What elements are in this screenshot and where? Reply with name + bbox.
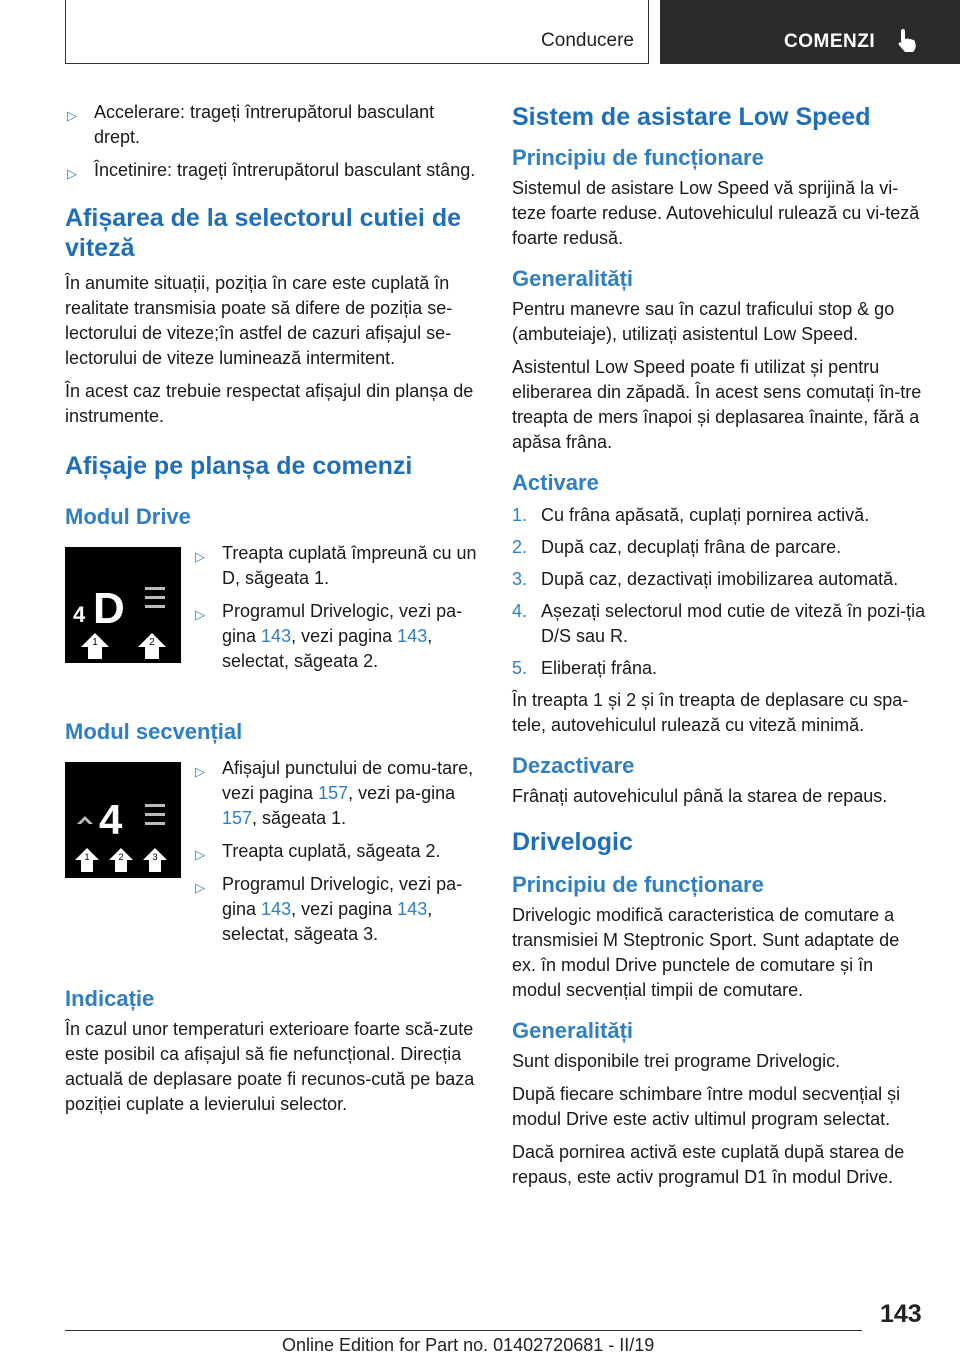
upshift-icon [77,816,93,824]
paragraph: În treapta 1 și 2 și în treapta de deplasare cu spa‐tele, autovehiculul rulează cu viteză minimă. [512,690,909,735]
list-item: ▷ Treapta cuplată, săgeata 2. [193,839,480,864]
paragraph: În acest caz trebuie respectat afișajul din planșa de instrumente. [65,381,474,426]
paragraph: În anumite situații, poziția în care este cuplată în realitate transmisia poate să difere de poziția se‐lectorului de viteze;în astfel de cazuri afișajul se‐lectorului de viteze luminează intermitent. [65,273,453,368]
list-item: 4. Așezați selectorul mod cutie de viteză în pozi‐ția D/S sau R. [512,601,926,646]
gear-digit: 4 [73,602,86,627]
header-section-title: Conducere [541,30,634,51]
triangle-bullet-icon: ▷ [195,764,205,779]
list-item: 2. După caz, decuplați frâna de parcare. [512,537,842,557]
sequential-mode-block [65,756,480,955]
svg-text:2: 2 [149,637,155,648]
edition-note: Online Edition for Part no. 01402720681 - II/19 [282,1335,655,1355]
list-item: ▷ Afișajul punctului de comu‐tare, vezi pagina 157, vezi pa‐gina 157, săgeata 1. [195,758,474,828]
paragraph: Drivelogic modifică caracteristica de comutare a transmisiei M Steptronic Sport. Sunt adaptate de ex. în modul Drive punctele de comutare și în modul secvențial timpii de comutare. [512,905,900,1000]
svg-text:2: 2 [118,852,124,862]
page-number: 143 [880,1300,922,1328]
header-chapter-title: COMENZI [784,31,876,52]
page-link[interactable]: 157 [318,783,349,803]
list-item: ▷ Treapta cuplată împreună cu un D, săgeata 1. [195,543,477,588]
paragraph: În cazul unor temperaturi exterioare foarte scă‐zute este posibil ca afișajul să fie nefuncțional. Direcția actuală de deplasare poate fi recunos‐cută pe baza poziției cuplate a levierului selector. [65,1019,475,1114]
list-item: ▷ Programul Drivelogic, vezi pa‐gina 143, vezi pagina 143, selectat, săgeata 2. [195,601,463,671]
paragraph: Asistentul Low Speed poate fi utilizat și pentru eliberarea din zăpadă. În acest sens comutați în‐tre treapta de mers înapoi și deplasarea înainte, fără a apăsa frâna. [512,357,922,452]
triangle-bullet-icon: ▷ [195,549,205,564]
drive-mode-display-image [65,547,181,663]
page-link[interactable]: 143 [397,899,428,919]
list-item: 5. Eliberați frâna. [512,658,658,678]
left-column [65,100,480,1125]
heading-selector-display: Afișarea de la selectorul cutiei de viteză [65,204,461,262]
heading-general: Generalități [512,266,634,291]
right-column [512,100,927,1198]
header-section-box [65,0,649,64]
heading-drive-mode: Modul Drive [65,504,191,529]
drive-mode-block [65,541,480,682]
paragraph: Sistemul de asistare Low Speed vă sprijină la vi‐teze foarte reduse. Autovehiculul rulează cu vi‐teză foarte redusă. [512,178,920,248]
heading-drivelogic: Drivelogic [512,828,633,856]
heading-principle-drivelogic: Principiu de funcționare [512,872,764,897]
heading-general-drivelogic: Generalități [512,1018,634,1043]
list-item: ▷ Programul Drivelogic, vezi pa‐gina 143, vezi pagina 143, selectat, săgeata 3. [195,874,463,944]
touch-hand-icon [894,26,922,54]
paragraph: Pentru manevre sau în cazul traficului stop & go (ambuteiaje), utilizați asistentul Low Speed. [512,299,895,344]
sequential-mode-display-image [65,762,181,878]
footer-divider [65,1330,862,1331]
heading-instrument-displays: Afișaje pe planșa de comenzi [65,452,413,480]
list-item: 3. După caz, dezactivați imobilizarea automată. [512,569,899,589]
paragraph: Sunt disponibile trei programe Drivelogic. [512,1051,841,1071]
page-link[interactable]: 143 [397,626,428,646]
heading-deactivate: Dezactivare [512,753,635,778]
heading-principle: Principiu de funcționare [512,145,764,170]
page-link[interactable]: 157 [222,808,253,828]
heading-activate: Activare [512,470,599,495]
header-chapter-tab [660,0,960,64]
paragraph: Dacă pornirea activă este cuplată după starea de repaus, este activ programul D1 în modul Drive. [512,1142,905,1187]
heading-note: Indicație [65,986,155,1011]
svg-text:1: 1 [84,852,90,862]
gear-change-list [65,100,480,183]
page-link[interactable]: 143 [261,626,292,646]
triangle-bullet-icon: ▷ [195,880,205,895]
triangle-bullet-icon: ▷ [67,108,77,123]
activation-steps [512,503,927,681]
svg-text:3: 3 [152,852,158,862]
list-item: ▷ Accelerare: trageți întrerupătorul basculant drept. [67,102,435,147]
heading-sequential-mode: Modul secvențial [65,719,243,744]
svg-text:4: 4 [99,796,123,843]
sequential-mode-list [193,756,480,955]
triangle-bullet-icon: ▷ [195,607,205,622]
list-item: 1. Cu frâna apăsată, cuplați pornirea activă. [512,505,870,525]
drive-mode-list [193,541,480,682]
triangle-bullet-icon: ▷ [195,847,205,862]
gear-letter: D [93,584,125,633]
triangle-bullet-icon: ▷ [67,166,77,181]
svg-text:1: 1 [92,637,98,648]
page-link[interactable]: 143 [261,899,292,919]
heading-low-speed: Sistem de asistare Low Speed [512,103,871,131]
paragraph: După fiecare schimbare între modul secvențial și modul Drive este activ ultimul program selectat. [512,1084,901,1129]
list-item: ▷ Încetinire: trageți întrerupătorul basculant stâng. [65,158,480,183]
paragraph: Frânați autovehiculul până la starea de repaus. [512,786,888,806]
